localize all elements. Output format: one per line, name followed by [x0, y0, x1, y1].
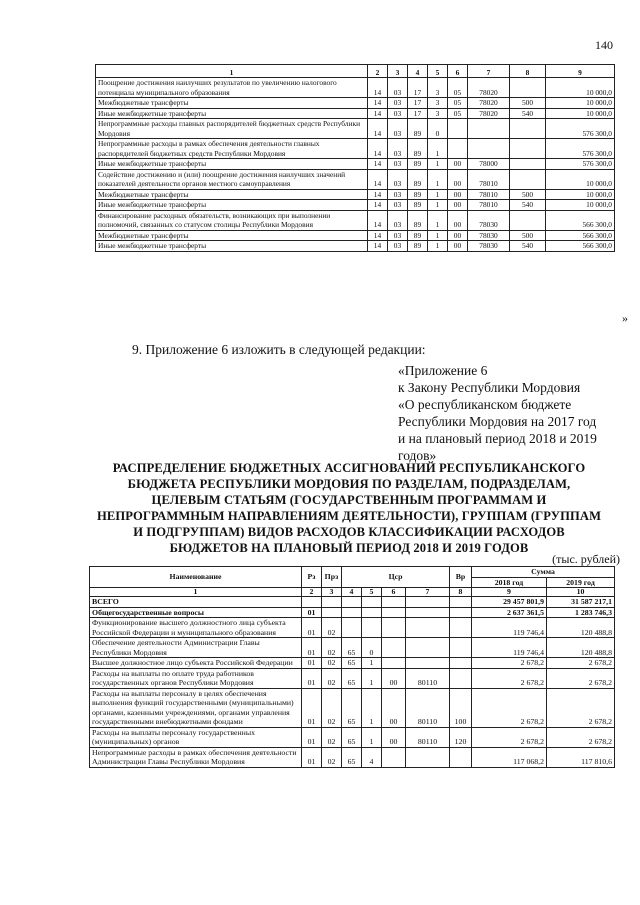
row-prz: 02	[322, 658, 342, 669]
row-sum: 576 300,0	[546, 139, 615, 159]
table-header-row	[90, 567, 615, 578]
row-csr-3: 00	[382, 688, 406, 727]
table-row	[96, 139, 615, 159]
row-csr-3	[382, 638, 406, 658]
row-csr-2: 3	[428, 108, 448, 119]
row-csr-3: 00	[448, 159, 468, 170]
row-csr-3: 00	[382, 668, 406, 688]
table-row	[90, 688, 615, 727]
row-name: Поощрение достижения наилучших результатов по увеличению налогового потенциала муниципального образования	[96, 78, 368, 98]
row-rz: 14	[368, 169, 388, 189]
row-csr-2: 1	[428, 159, 448, 170]
row-csr-1: 89	[408, 230, 428, 241]
row-sum-2018: 2 637 361,5	[472, 607, 547, 618]
row-sum: 566 300,0	[546, 230, 615, 241]
title-line: БЮДЖЕТА РЕСПУБЛИКИ МОРДОВИЯ ПО РАЗДЕЛАМ, ПОДРАЗДЕЛАМ,	[127, 477, 571, 491]
row-csr-2: 1	[428, 210, 448, 230]
row-csr-1: 17	[408, 108, 428, 119]
row-csr-1	[342, 618, 362, 638]
row-prz: 03	[388, 139, 408, 159]
row-rz: 14	[368, 230, 388, 241]
row-csr-2: 1	[428, 241, 448, 252]
row-rz: 01	[302, 727, 322, 747]
header-rz: Рз	[302, 567, 322, 588]
row-sum-2018: 2 678,2	[472, 727, 547, 747]
row-rz: 01	[302, 658, 322, 669]
title-line: ЦЕЛЕВЫМ СТАТЬЯМ (ГОСУДАРСТВЕННЫМ ПРОГРАММАМ И	[151, 493, 547, 507]
row-rz: 14	[368, 200, 388, 211]
row-csr-1: 65	[342, 668, 362, 688]
row-sum: 10 000,0	[546, 200, 615, 211]
row-csr-3	[382, 597, 406, 608]
row-csr-1: 65	[342, 727, 362, 747]
column-number: 10	[547, 588, 615, 597]
row-sum: 10 000,0	[546, 78, 615, 98]
row-name: Расходы на выплаты персоналу в целях обеспечения выполнения функций государственными (муниципальными) органами, казенными учреждениями, органами управления государственными внебюджетными фондами	[90, 688, 302, 727]
row-csr-2: 0	[362, 638, 382, 658]
row-csr-3: 00	[448, 189, 468, 200]
appendix-line: и на плановый период 2018 и 2019	[398, 431, 597, 446]
row-csr-1: 89	[408, 241, 428, 252]
row-csr-1: 89	[408, 210, 428, 230]
row-vr: 500	[510, 189, 546, 200]
row-vr	[450, 607, 472, 618]
row-vr	[450, 658, 472, 669]
row-prz: 02	[322, 727, 342, 747]
row-prz: 03	[388, 210, 408, 230]
row-prz: 03	[388, 189, 408, 200]
table-row	[90, 597, 615, 608]
row-rz: 01	[302, 688, 322, 727]
row-csr-2: 1	[362, 688, 382, 727]
table-row	[90, 727, 615, 747]
row-name: Иные межбюджетные трансферты	[96, 241, 368, 252]
row-csr-1: 17	[408, 78, 428, 98]
row-rz: 14	[368, 98, 388, 109]
row-sum: 576 300,0	[546, 159, 615, 170]
table-row	[96, 230, 615, 241]
row-prz: 03	[388, 241, 408, 252]
column-number: 7	[406, 588, 450, 597]
row-csr-4: 80110	[406, 688, 450, 727]
column-number: 3	[388, 65, 408, 78]
row-csr-1	[342, 597, 362, 608]
document-title	[84, 460, 614, 556]
title-line: НЕПРОГРАММНЫМ НАПРАВЛЕНИЯМ ДЕЯТЕЛЬНОСТИ), ГРУППАМ (ГРУППАМ	[96, 509, 602, 523]
row-vr: 100	[450, 688, 472, 727]
row-csr-4: 80110	[406, 727, 450, 747]
appendix-line: «Приложение 6	[398, 363, 488, 378]
row-sum: 576 300,0	[546, 119, 615, 139]
row-rz: 14	[368, 241, 388, 252]
row-sum-2018: 29 457 801,9	[472, 597, 547, 608]
row-csr-4	[468, 119, 510, 139]
row-csr-3: 05	[448, 78, 468, 98]
row-csr-2: 3	[428, 78, 448, 98]
row-name: Непрограммные расходы главных распорядителей бюджетных средств Республики Мордовия	[96, 119, 368, 139]
row-name: Высшее должностное лицо субъекта Российской Федерации	[90, 658, 302, 669]
row-name: Финансирование расходных обязательств, возникающих при выполнении полномочий, связанных со статусом столицы Республики Мордовия	[96, 210, 368, 230]
row-name: Межбюджетные трансферты	[96, 230, 368, 241]
row-csr-4	[406, 658, 450, 669]
row-csr-3	[448, 139, 468, 159]
column-number: 6	[448, 65, 468, 78]
table-row	[96, 108, 615, 119]
row-vr: 540	[510, 241, 546, 252]
row-rz: 14	[368, 78, 388, 98]
row-csr-1	[342, 607, 362, 618]
row-prz	[322, 607, 342, 618]
row-csr-3	[382, 747, 406, 767]
row-prz: 02	[322, 747, 342, 767]
row-csr-4	[406, 597, 450, 608]
row-vr: 500	[510, 98, 546, 109]
appendix-line: «О республиканском бюджете	[398, 397, 572, 412]
row-csr-2: 4	[362, 747, 382, 767]
row-rz: 14	[368, 139, 388, 159]
row-sum: 10 000,0	[546, 98, 615, 109]
column-number-row	[96, 65, 615, 78]
table-row	[96, 210, 615, 230]
row-csr-4: 78020	[468, 78, 510, 98]
row-rz: 14	[368, 108, 388, 119]
appendix-line: Республики Мордовия на 2017 год	[398, 414, 597, 429]
row-csr-2: 1	[428, 230, 448, 241]
row-sum-2019: 120 488,8	[547, 618, 615, 638]
row-csr-3: 05	[448, 108, 468, 119]
title-line: БЮДЖЕТОВ НА ПЛАНОВЫЙ ПЕРИОД 2018 И 2019 ГОДОВ	[169, 541, 529, 555]
column-number: 4	[342, 588, 362, 597]
title-line: И ПОДГРУППАМ) ВИДОВ РАСХОДОВ КЛАССИФИКАЦИИ РАСХОДОВ	[133, 525, 565, 539]
table-row	[96, 98, 615, 109]
row-name: Межбюджетные трансферты	[96, 98, 368, 109]
row-vr: 540	[510, 108, 546, 119]
row-csr-2: 0	[428, 119, 448, 139]
row-prz: 03	[388, 169, 408, 189]
row-csr-3	[382, 607, 406, 618]
row-vr	[510, 210, 546, 230]
row-sum: 566 300,0	[546, 210, 615, 230]
row-sum-2018: 117 068,2	[472, 747, 547, 767]
row-vr	[510, 139, 546, 159]
row-csr-4: 78030	[468, 210, 510, 230]
row-sum-2019: 120 488,8	[547, 638, 615, 658]
row-csr-4: 78030	[468, 241, 510, 252]
row-csr-2	[362, 618, 382, 638]
row-vr	[510, 119, 546, 139]
row-name: Иные межбюджетные трансферты	[96, 159, 368, 170]
appendix-line: годов»	[398, 448, 437, 463]
row-name: Иные межбюджетные трансферты	[96, 108, 368, 119]
row-csr-4	[406, 607, 450, 618]
column-number: 1	[96, 65, 368, 78]
row-name: Непрограммные расходы в рамках обеспечения деятельности Администрации Главы Республики Мордовия	[90, 747, 302, 767]
row-csr-3	[382, 658, 406, 669]
row-name: Содействие достижению и (или) поощрение достижения наилучших значений показателей деятельности органов местного самоуправления	[96, 169, 368, 189]
row-rz: 01	[302, 638, 322, 658]
row-vr	[450, 618, 472, 638]
table-row	[90, 747, 615, 767]
row-prz: 02	[322, 638, 342, 658]
row-csr-1: 89	[408, 119, 428, 139]
row-csr-4	[406, 638, 450, 658]
table-row	[96, 189, 615, 200]
row-csr-4	[468, 139, 510, 159]
column-number: 7	[468, 65, 510, 78]
column-number: 3	[322, 588, 342, 597]
row-csr-4: 80110	[406, 668, 450, 688]
units-label: (тыс. рублей)	[552, 552, 620, 566]
column-number: 1	[90, 588, 302, 597]
row-rz	[302, 597, 322, 608]
row-csr-2: 1	[428, 139, 448, 159]
row-rz: 01	[302, 618, 322, 638]
row-prz: 02	[322, 688, 342, 727]
row-csr-1: 65	[342, 747, 362, 767]
header-name: Наименование	[90, 567, 302, 588]
row-csr-3: 00	[382, 727, 406, 747]
row-vr	[450, 638, 472, 658]
row-csr-4: 78030	[468, 230, 510, 241]
row-sum: 10 000,0	[546, 189, 615, 200]
header-csr: Цср	[342, 567, 450, 588]
row-name: Общегосударственные вопросы	[90, 607, 302, 618]
row-csr-2	[362, 607, 382, 618]
row-vr	[450, 668, 472, 688]
row-csr-3: 00	[448, 169, 468, 189]
row-rz: 01	[302, 607, 322, 618]
table-row	[90, 668, 615, 688]
header-prz: Прз	[322, 567, 342, 588]
column-number: 8	[510, 65, 546, 78]
row-rz: 14	[368, 210, 388, 230]
appendix-line: к Закону Республики Мордовия	[398, 380, 581, 395]
table-row	[96, 241, 615, 252]
column-number: 2	[302, 588, 322, 597]
row-csr-2: 1	[362, 658, 382, 669]
row-csr-2: 1	[362, 727, 382, 747]
column-number: 4	[408, 65, 428, 78]
row-name: Расходы на выплаты персоналу государственных (муниципальных) органов	[90, 727, 302, 747]
row-rz: 01	[302, 747, 322, 767]
row-prz: 03	[388, 230, 408, 241]
row-sum-2018: 119 746,4	[472, 618, 547, 638]
table-row	[96, 159, 615, 170]
row-csr-2	[362, 597, 382, 608]
closing-quote: »	[622, 311, 628, 325]
row-csr-4	[406, 618, 450, 638]
row-sum-2019: 2 678,2	[547, 658, 615, 669]
row-vr	[510, 169, 546, 189]
row-prz: 03	[388, 108, 408, 119]
column-number: 8	[450, 588, 472, 597]
row-csr-2: 1	[362, 668, 382, 688]
row-prz: 02	[322, 618, 342, 638]
row-csr-1: 17	[408, 98, 428, 109]
row-csr-1: 89	[408, 200, 428, 211]
row-sum: 566 300,0	[546, 241, 615, 252]
row-csr-1: 65	[342, 688, 362, 727]
column-number: 2	[368, 65, 388, 78]
column-number: 9	[472, 588, 547, 597]
table-row	[96, 200, 615, 211]
paragraph-9: 9. Приложение 6 изложить в следующей редакции:	[132, 342, 426, 357]
column-number: 5	[362, 588, 382, 597]
row-sum: 10 000,0	[546, 169, 615, 189]
row-csr-3	[382, 618, 406, 638]
row-csr-1: 65	[342, 638, 362, 658]
table-row	[90, 638, 615, 658]
row-csr-4: 78010	[468, 189, 510, 200]
column-number: 9	[546, 65, 615, 78]
row-prz	[322, 597, 342, 608]
row-sum-2018: 2 678,2	[472, 658, 547, 669]
row-prz: 03	[388, 98, 408, 109]
row-sum-2019: 117 810,6	[547, 747, 615, 767]
row-name: Иные межбюджетные трансферты	[96, 200, 368, 211]
row-sum-2018: 119 746,4	[472, 638, 547, 658]
row-csr-4	[406, 747, 450, 767]
header-sum: Сумма	[472, 567, 615, 578]
row-csr-3: 00	[448, 241, 468, 252]
row-vr	[450, 597, 472, 608]
table-row	[96, 119, 615, 139]
column-number: 5	[428, 65, 448, 78]
row-csr-2: 1	[428, 169, 448, 189]
row-csr-3: 00	[448, 200, 468, 211]
row-csr-1: 89	[408, 189, 428, 200]
row-vr	[510, 159, 546, 170]
row-vr: 120	[450, 727, 472, 747]
title-line: РАСПРЕДЕЛЕНИЕ БЮДЖЕТНЫХ АССИГНОВАНИЙ РЕСПУБЛИКАНСКОГО	[112, 461, 586, 475]
row-prz: 02	[322, 668, 342, 688]
row-csr-3: 00	[448, 230, 468, 241]
row-rz: 14	[368, 189, 388, 200]
row-csr-2: 1	[428, 189, 448, 200]
continuation-table	[95, 64, 615, 252]
row-sum-2019: 2 678,2	[547, 668, 615, 688]
row-csr-4: 78010	[468, 200, 510, 211]
row-vr: 500	[510, 230, 546, 241]
row-csr-4: 78010	[468, 169, 510, 189]
row-sum: 10 000,0	[546, 108, 615, 119]
row-csr-1: 89	[408, 159, 428, 170]
header-2018: 2018 год	[472, 577, 547, 588]
page-number: 140	[595, 38, 613, 52]
row-name: ВСЕГО	[90, 597, 302, 608]
row-rz: 01	[302, 668, 322, 688]
row-csr-3: 00	[448, 210, 468, 230]
budget-table	[89, 566, 615, 768]
row-csr-2: 1	[428, 200, 448, 211]
row-rz: 14	[368, 159, 388, 170]
header-vr: Вр	[450, 567, 472, 588]
table-row	[90, 618, 615, 638]
row-csr-4: 78000	[468, 159, 510, 170]
column-number: 6	[382, 588, 406, 597]
row-prz: 03	[388, 200, 408, 211]
row-vr	[450, 747, 472, 767]
column-number-row	[90, 588, 615, 597]
row-sum-2018: 2 678,2	[472, 668, 547, 688]
row-prz: 03	[388, 119, 408, 139]
row-rz: 14	[368, 119, 388, 139]
row-csr-4: 78020	[468, 108, 510, 119]
row-sum-2019: 2 678,2	[547, 688, 615, 727]
table-row	[90, 607, 615, 618]
row-csr-1: 89	[408, 169, 428, 189]
row-sum-2018: 2 678,2	[472, 688, 547, 727]
table-row	[96, 78, 615, 98]
row-prz: 03	[388, 78, 408, 98]
row-csr-3	[448, 119, 468, 139]
row-csr-1: 89	[408, 139, 428, 159]
table-row	[90, 658, 615, 669]
row-csr-2: 3	[428, 98, 448, 109]
row-sum-2019: 1 283 746,3	[547, 607, 615, 618]
row-vr	[510, 78, 546, 98]
row-csr-1: 65	[342, 658, 362, 669]
table-row	[96, 169, 615, 189]
row-sum-2019: 31 587 217,1	[547, 597, 615, 608]
row-name: Непрограммные расходы в рамках обеспечения деятельности главных распорядителей бюджетных средств Республики Мордовия	[96, 139, 368, 159]
row-prz: 03	[388, 159, 408, 170]
row-sum-2019: 2 678,2	[547, 727, 615, 747]
row-name: Функционирование высшего должностного лица субъекта Российской Федерации и муниципального образования	[90, 618, 302, 638]
row-name: Расходы на выплаты по оплате труда работников государственных органов Республики Мордовия	[90, 668, 302, 688]
row-csr-3: 05	[448, 98, 468, 109]
appendix-header	[398, 362, 597, 464]
row-name: Межбюджетные трансферты	[96, 189, 368, 200]
row-vr: 540	[510, 200, 546, 211]
header-2019: 2019 год	[547, 577, 615, 588]
row-csr-4: 78020	[468, 98, 510, 109]
row-name: Обеспечение деятельности Администрации Главы Республики Мордовия	[90, 638, 302, 658]
